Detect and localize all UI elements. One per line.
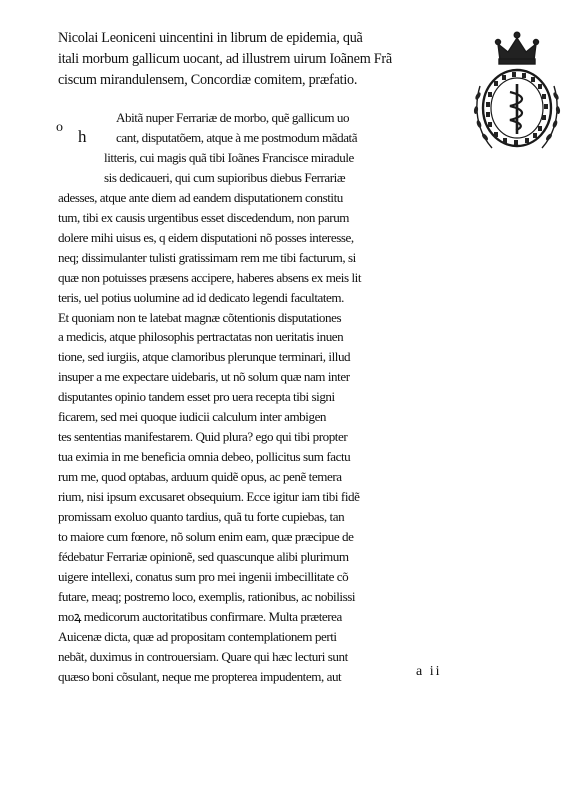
body-line: quæ non potuisses præsens accipere, haberes absens ex meis lit (58, 269, 362, 285)
body-line: Et quoniam non te latebat magnæ cõtentionis disputationes (58, 309, 342, 325)
body-line: to maiore cum fœnore, nõ solum enim eam, quæ præcipue de (58, 529, 354, 545)
body-line: ficarem, sed mei quoque iudicii calculum inter ambigen (58, 409, 327, 425)
body-text (58, 108, 490, 687)
body-line: nebãt, duximus in controuersiam. Quare qui hæc lecturi sunt (58, 648, 348, 664)
margin-mark: o (56, 120, 63, 135)
body-line: adesses, atque ante diem ad eandem disputationem constitu (58, 189, 343, 205)
body-line: Abitã nuper Ferrariæ de morbo, quẽ gallicum uo (116, 110, 350, 125)
body-line: rium, nisi ipsum excusaret obsequium. Ecce igitur iam tibi fidẽ (58, 489, 360, 505)
body-line: teris, uel potius uolumine ad id dedicato legendi facultatem. (58, 289, 344, 305)
body-line: tum, tibi ex causis urgentibus esset discedendum, non parum (58, 209, 350, 225)
signature-mark: a ii (416, 664, 442, 679)
body-line: neq; dissimulanter tulisti gratissimam rem me tibi facturum, si (58, 249, 356, 265)
body-line: Auicenæ dicta, quæ ad propositam contemplationem perti (58, 628, 337, 644)
body-line: tione, sed iurgiis, atque clamoribus plerunque terminari, illud (58, 349, 351, 365)
body-line: insuper a me expectare uidebaris, ut nõ solum quæ nam inter (58, 369, 350, 385)
title-line: Nicolai Leoniceni uincentini in librum de epidemia, quã (58, 30, 363, 46)
initial-guide-letter: h (78, 127, 87, 146)
body-line: quæso boni cõsulant, neque me propterea impudentem, aut (58, 668, 342, 684)
body-line: tua eximia in me beneficia omnia debeo, pollicitus sum factu (58, 449, 351, 465)
body-line: rum me, quod optabas, arduum quidẽ opus, ac penẽ temera (58, 469, 342, 485)
title-block (58, 28, 478, 91)
body-line: futare, meaq; postremo loco, exemplis, rationibus, ac nobilissi (58, 588, 356, 604)
body-line: uigere intellexi, conatus sum pro mei ingenii imbecillitate cõ (58, 568, 349, 584)
body-line: cant, disputatõem, atque à me postmodum mãdatã (116, 129, 358, 145)
body-line: dolere mihi uisus es, q eidem disputationi nõ posses interesse, (58, 229, 354, 245)
title-line: itali morbum gallicum uocant, ad illustrem uirum Ioãnem Frã (58, 51, 392, 67)
body-line: tes sententias manifestarem. Quid plura? ego qui tibi propter (58, 429, 348, 445)
body-line: disputantes opinio tandem esset pro uera recepta tibi signi (58, 389, 335, 405)
title-line: ciscum mirandulensem, Concordiæ comitem, præfatio. (58, 72, 358, 88)
body-line: promissam exoluo quanto tardius, quã tu forte cupiebas, tan (58, 509, 345, 525)
body-line: fédebatur Ferrariæ opinionẽ, sed quascunque alibi plurimum (58, 548, 349, 564)
body-line: a medicis, atque philosophis pertractatas non ueritatis inuen (58, 329, 344, 345)
body-line: sis dedicaueri, qui cum supioribus diebus Ferrariæ (104, 169, 346, 185)
library-stamp-icon (470, 26, 564, 160)
body-line: moꝝ medicorum auctoritatibus confirmare. Multa præterea (58, 608, 342, 624)
body-line: litteris, cui magis quã tibi Ioãnes Francisce miradule (104, 149, 354, 165)
